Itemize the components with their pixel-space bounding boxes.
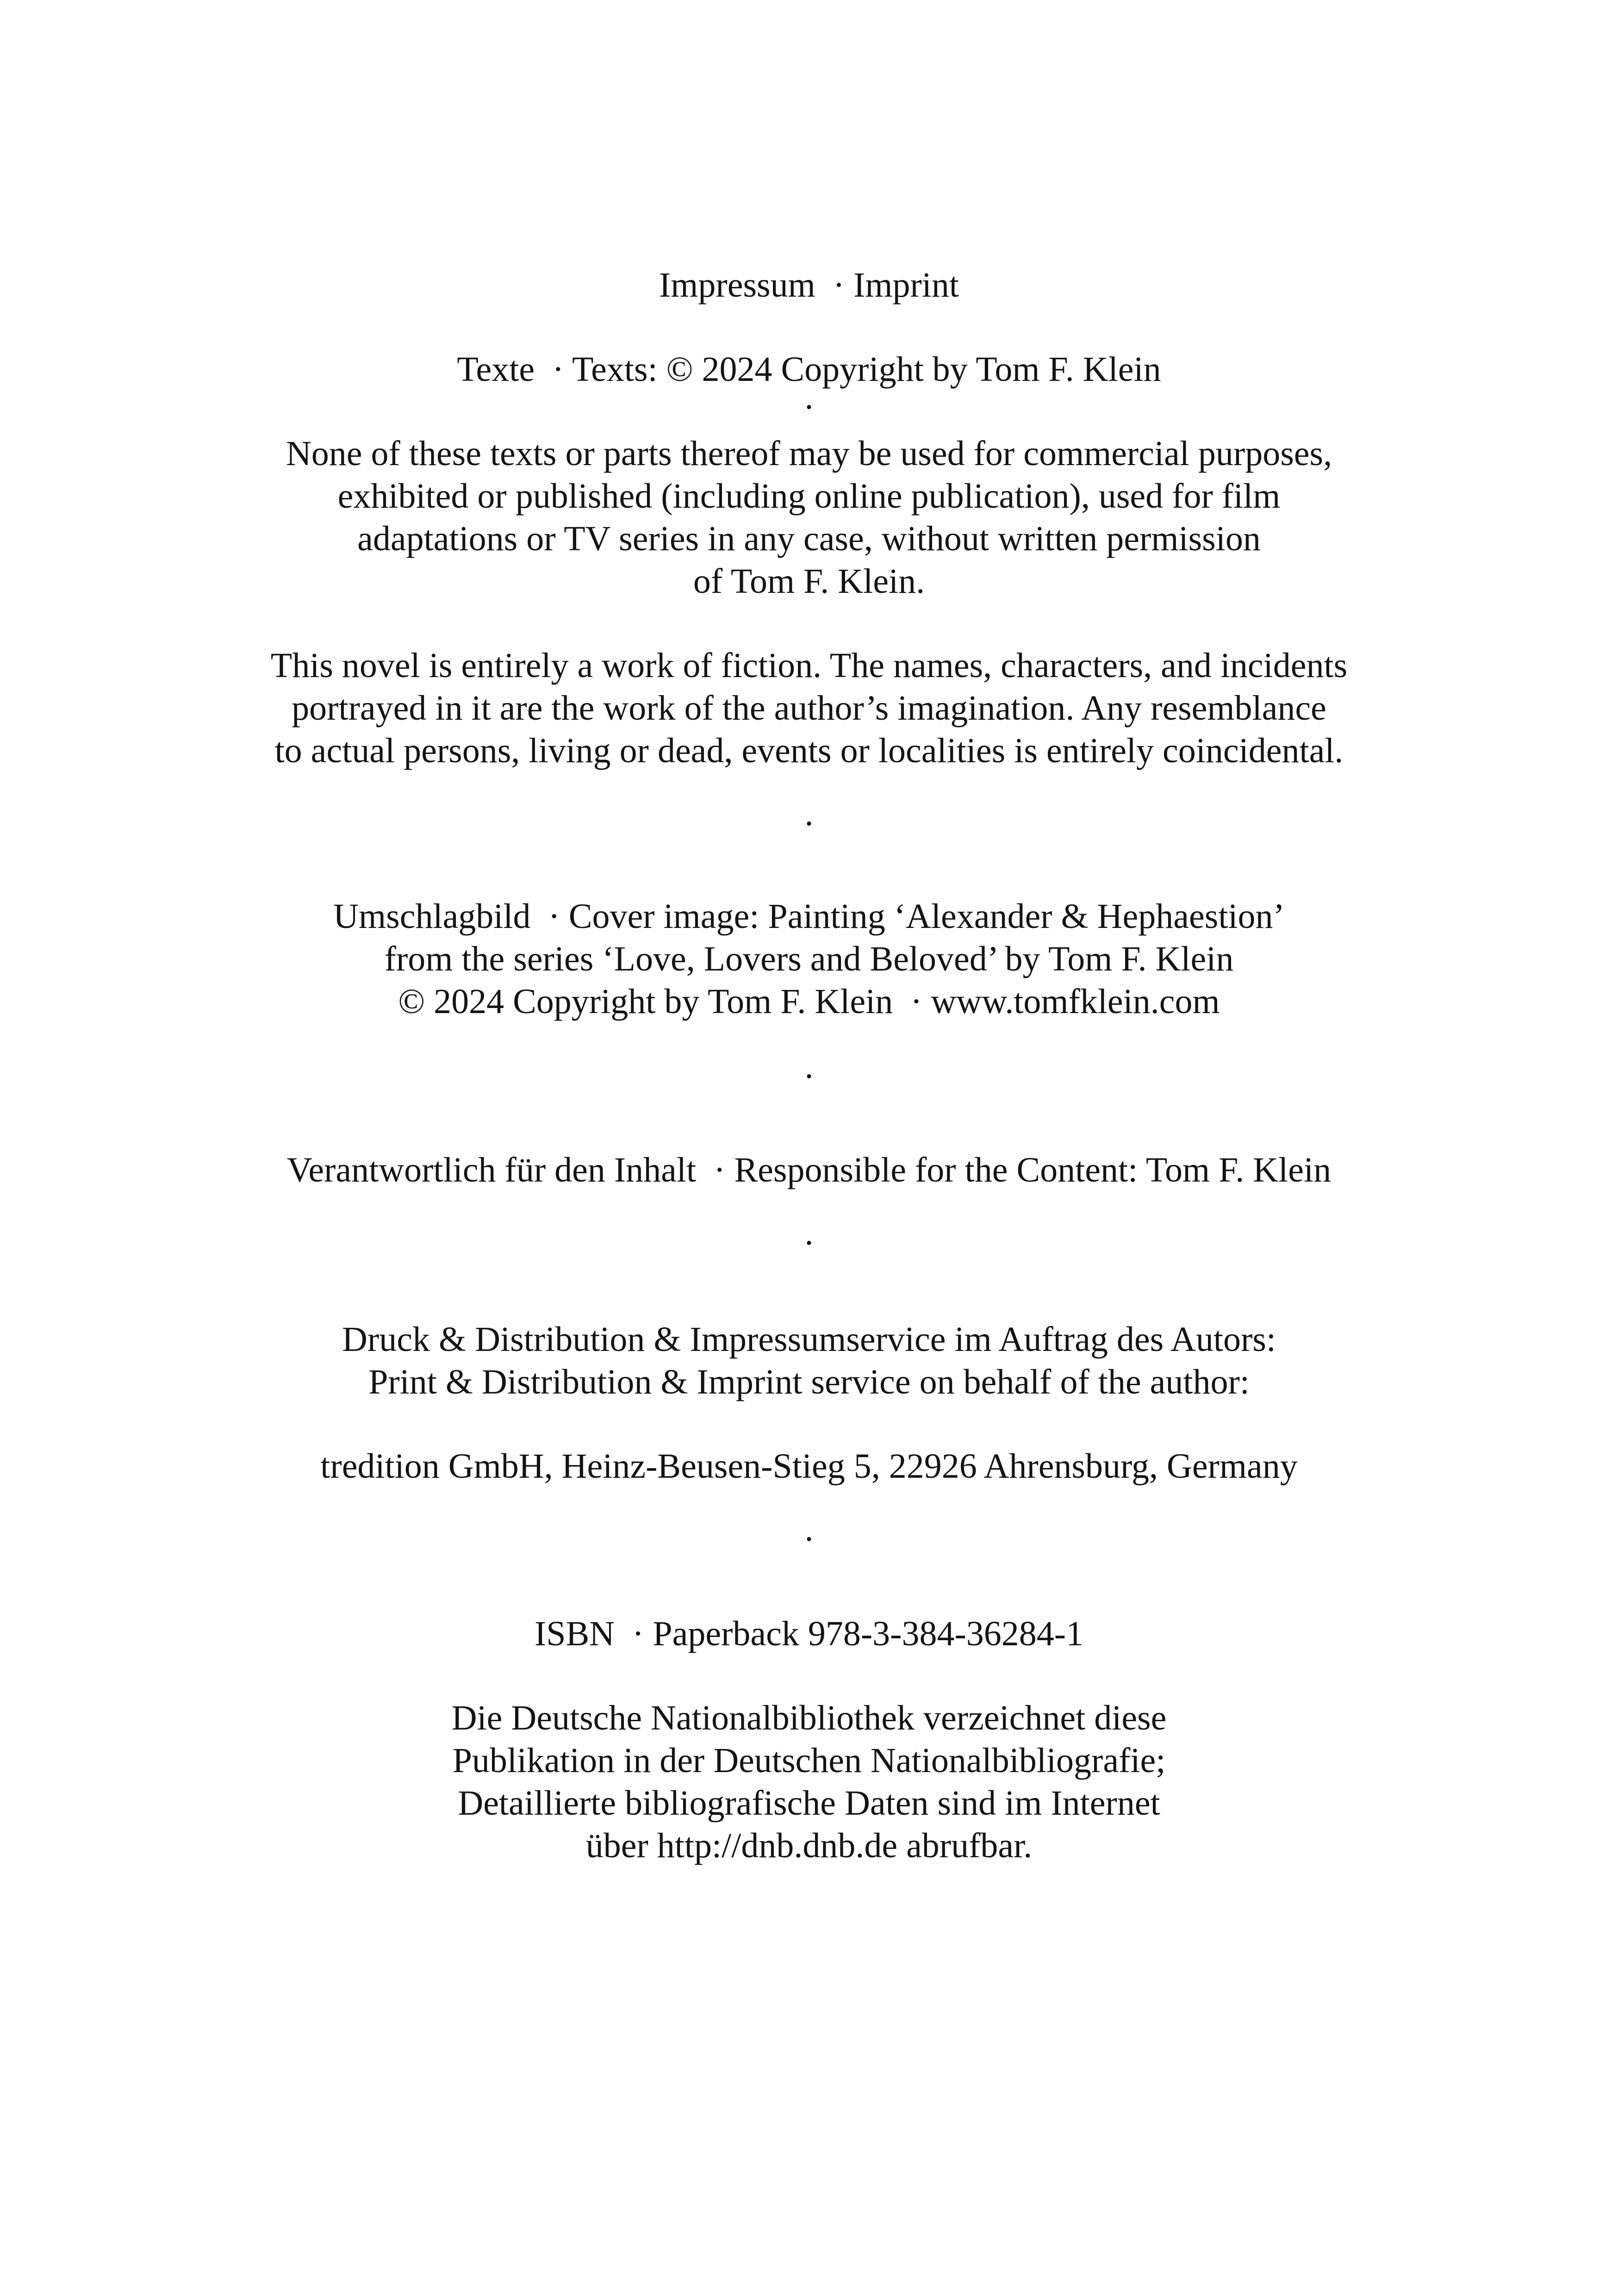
separator-dot: · bbox=[803, 388, 815, 427]
fiction-disclaimer-line: This novel is entirely a work of fiction. The names, characters, and incidents bbox=[270, 646, 1348, 685]
isbn-line: ISBN · Paperback 978-3-384-36284-1 bbox=[534, 1614, 1084, 1653]
separator-dot: · bbox=[803, 1057, 815, 1096]
texts-copyright: Texte · Texts: © 2024 Copyright by Tom F. Klein bbox=[457, 350, 1161, 389]
fiction-disclaimer-line: portrayed in it are the work of the author’s imagination. Any resemblance bbox=[292, 689, 1326, 728]
rights-notice-line: exhibited or published (including online publication), used for film bbox=[337, 477, 1281, 516]
publisher-address: tredition GmbH, Heinz-Beusen-Stieg 5, 22926 Ahrensburg, Germany bbox=[320, 1447, 1298, 1486]
rights-notice-line: adaptations or TV series in any case, without written permission bbox=[357, 519, 1261, 558]
responsible-content: Verantwortlich für den Inhalt · Responsible for the Content: Tom F. Klein bbox=[286, 1151, 1332, 1189]
imprint-heading: Impressum · Imprint bbox=[659, 266, 959, 305]
rights-notice-line: of Tom F. Klein. bbox=[693, 562, 925, 601]
fiction-disclaimer-line: to actual persons, living or dead, events or localities is entirely coincidental. bbox=[274, 731, 1344, 770]
cover-image-line: © 2024 Copyright by Tom F. Klein · www.tomfklein.com bbox=[398, 982, 1220, 1021]
dnb-notice-line: Die Deutsche Nationalbibliothek verzeichnet diese bbox=[451, 1699, 1167, 1737]
dnb-notice-line: über http://dnb.dnb.de abrufbar. bbox=[585, 1826, 1033, 1865]
cover-image-line: Umschlagbild · Cover image: Painting ‘Alexander & Hephaestion’ bbox=[333, 897, 1285, 936]
dnb-notice-line: Publikation in der Deutschen Nationalbibliografie; bbox=[452, 1741, 1166, 1780]
print-service-line: Print & Distribution & Imprint service on behalf of the author: bbox=[368, 1363, 1250, 1401]
separator-dot: · bbox=[803, 1520, 815, 1559]
rights-notice-line: None of these texts or parts thereof may be used for commercial purposes, bbox=[286, 434, 1332, 473]
separator-dot: · bbox=[803, 804, 815, 843]
cover-image-line: from the series ‘Love, Lovers and Beloved’ by Tom F. Klein bbox=[384, 940, 1234, 978]
dnb-notice-line: Detaillierte bibliografische Daten sind im Internet bbox=[458, 1784, 1160, 1823]
print-service-line: Druck & Distribution & Impressumservice im Auftrag des Autors: bbox=[342, 1320, 1276, 1359]
separator-dot: · bbox=[803, 1224, 815, 1263]
